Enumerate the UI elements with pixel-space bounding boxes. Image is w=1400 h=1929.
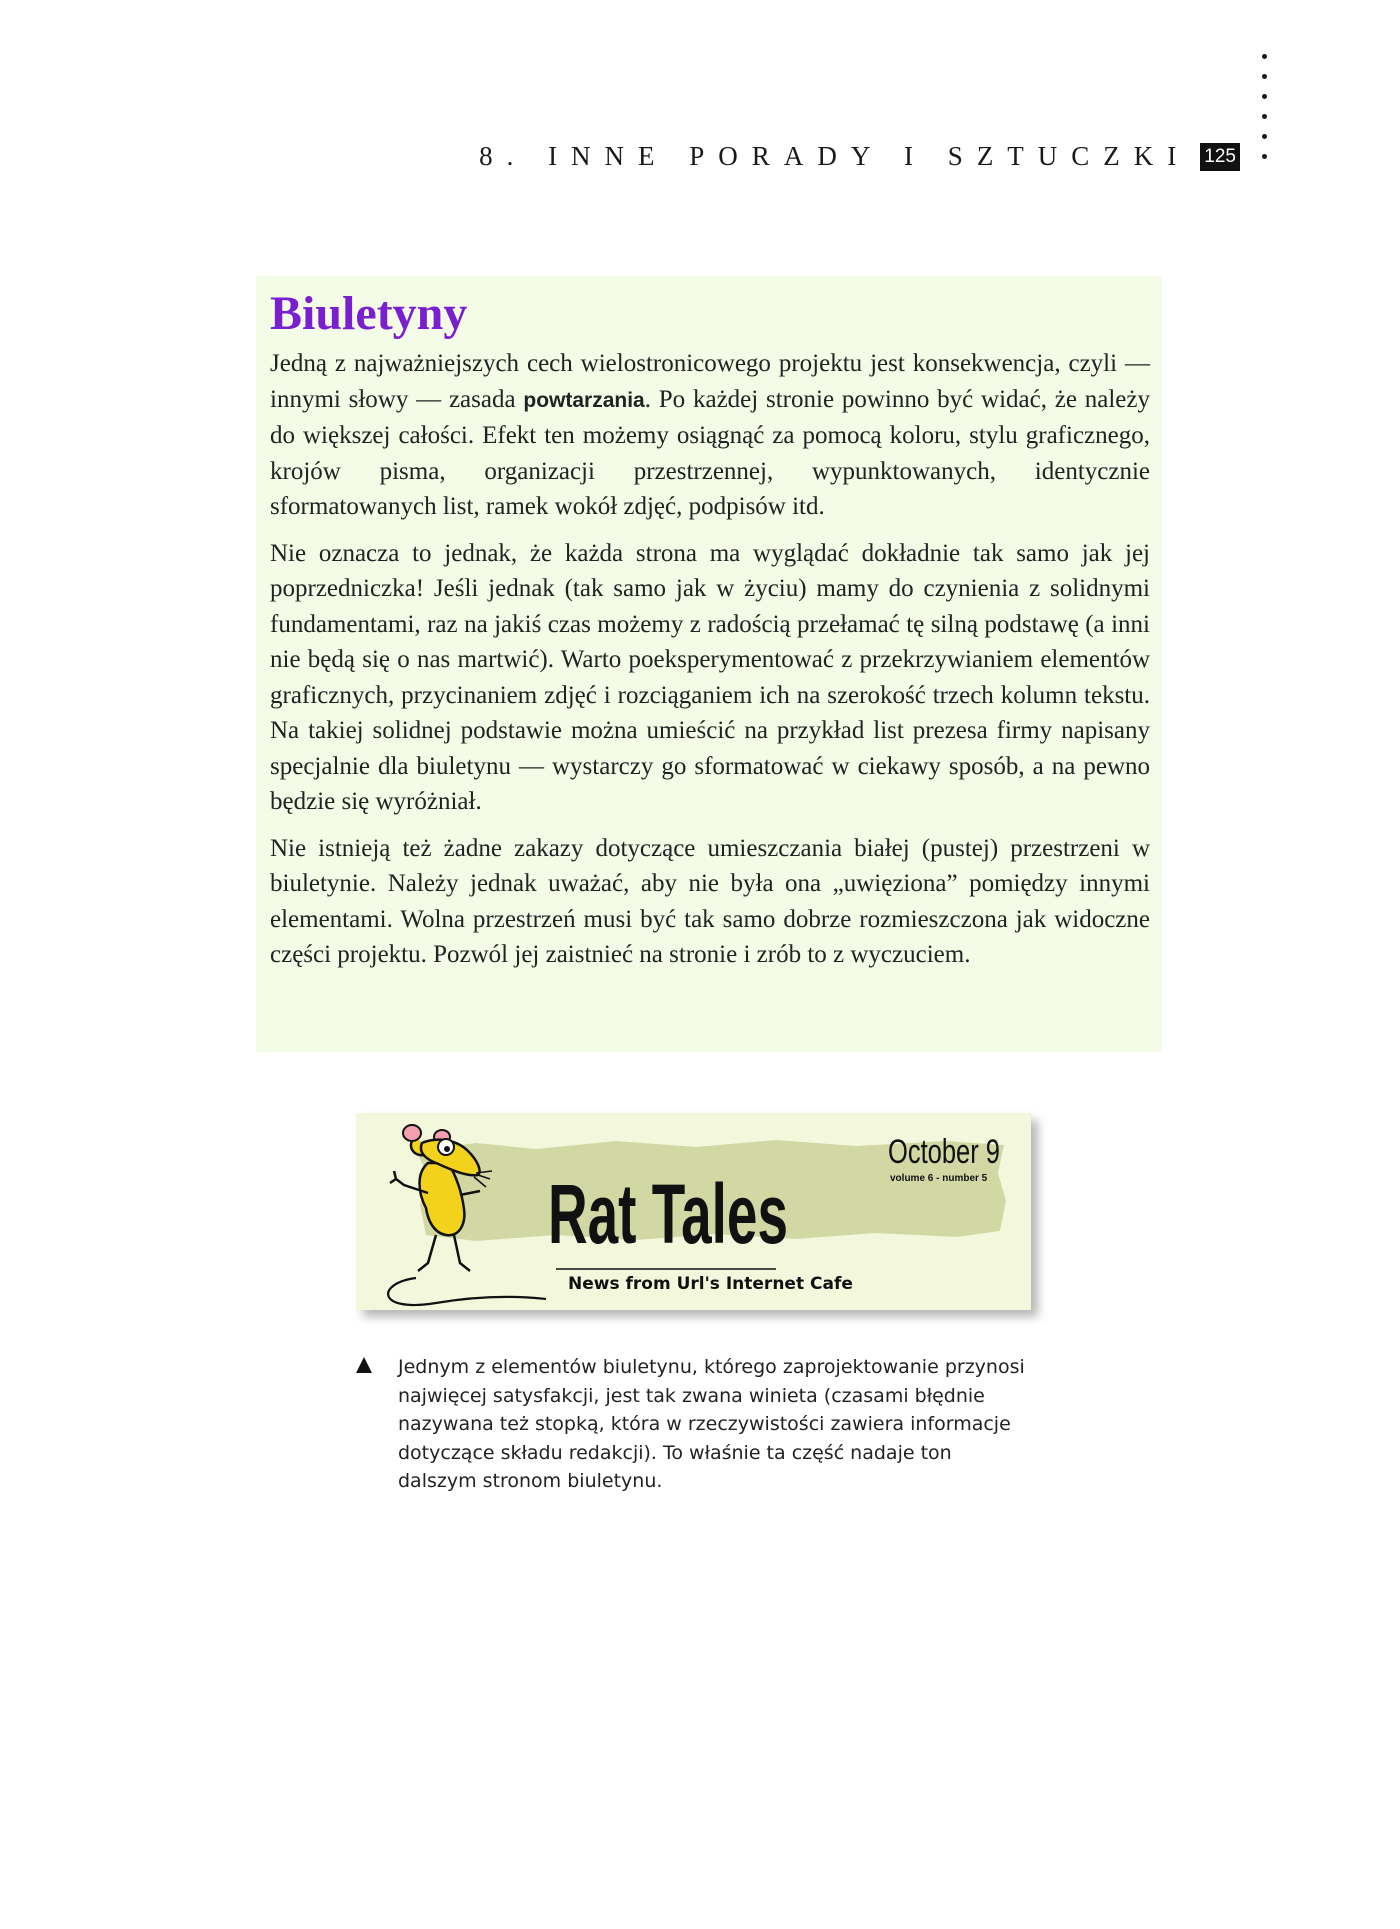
page-number: 125 — [1200, 143, 1240, 171]
paragraph-1-start: Jedną z najważniejszych cech wielostronicowego projektu jest konsekwencja, czyli — innymi słowy — zasada — [270, 350, 1150, 413]
figure-caption — [356, 1353, 1036, 1496]
paragraph-1-end: . Po każdej stronie powinno być widać, że należy do większej całości. Efekt ten możemy osiągnąć za pomocą koloru, stylu graficznego, krojów pisma, organizacji przestrzennej, wypunktowanych, identycznie sformatowanych list, ramek wokół zdjęć, podpisów itd. — [270, 385, 1150, 520]
nameplate-background — [356, 1113, 1031, 1310]
triangle-bullet-icon — [356, 1357, 372, 1373]
sidebar-box — [256, 276, 1162, 1052]
issue-date: October 9 — [888, 1133, 1000, 1171]
running-header — [479, 141, 1240, 172]
chapter-title: 8. INNE PORADY I SZTUCZKI — [479, 141, 1191, 171]
paragraph-3: Nie istnieją też żadne zakazy dotyczące umieszczania białej (pustej) przestrzeni w biuletynie. Należy jednak uważać, aby nie była ona „uwięziona” pomiędzy innymi elementami. Wolna przestrzeń musi być tak samo dobrze rozmieszczona jak widoczne części projektu. Pozwól jej zaistnieć na stronie i zrób to z wyczuciem. — [270, 834, 1150, 968]
newsletter-nameplate — [356, 1113, 1036, 1313]
nameplate-subtitle: News from Url's Internet Cafe — [568, 1274, 853, 1294]
paragraph-2: Nie oznacza to jednak, że każda strona ma wyglądać dokładnie tak samo jak jej poprzedniczka! Jeśli jednak (tak samo jak w życiu) mamy do czynienia z solidnymi fundamentami, raz na jakiś czas możemy z radością przełamać tę silną podstawę (a inni nie będą się o nas martwić). Warto poeksperymentować z przekrzywianiem elementów graficznych, przycinaniem zdjęć i rozciąganiem ich na szerokość trzech kolumn tekstu. Na takiej solidnej podstawie można umieścić na przykład list prezesa firmy napisany specjalnie dla biuletynu — wystarczy go sformatować w ciekawy sposób, a na pewno będzie się wyróżniał. — [270, 539, 1150, 815]
caption-text: Jednym z elementów biuletynu, którego zaprojektowanie przynosi najwięcej satysfakcji, jest tak zwana winieta (czasami błędnie nazywana też stopką, która w rzeczywistości zawiera informacje dotyczące składu redakcji). To właśnie ta część nadaje ton dalszym stronom biuletynu. — [398, 1356, 1025, 1492]
nameplate-artwork — [356, 1113, 1031, 1310]
keyword-emphasis: powtarzania — [523, 388, 645, 412]
issue-volume: volume 6 - number 5 — [890, 1173, 988, 1184]
paragraph-1 — [270, 346, 1150, 525]
nameplate-title: Rat Tales — [548, 1167, 788, 1261]
section-title: Biuletyny — [270, 287, 468, 340]
margin-dots — [1262, 54, 1270, 174]
